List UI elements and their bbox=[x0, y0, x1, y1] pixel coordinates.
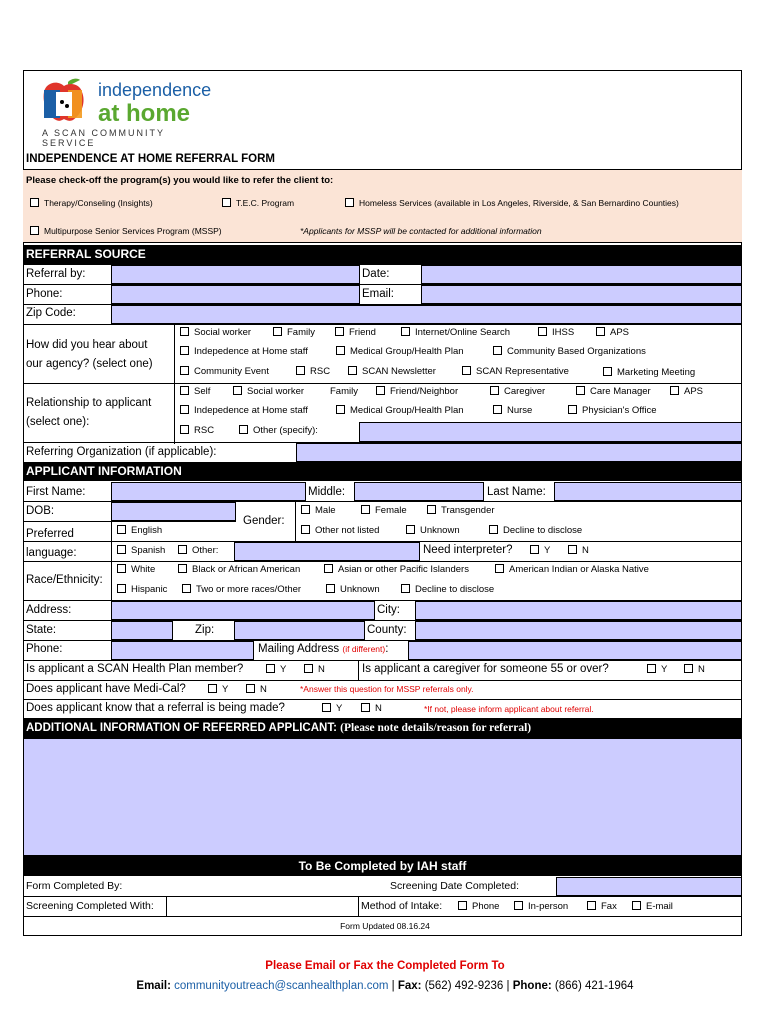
hear-medgroup[interactable]: Medical Group/Health Plan bbox=[336, 346, 464, 357]
checkbox[interactable] bbox=[117, 584, 126, 593]
checkbox[interactable] bbox=[401, 584, 410, 593]
race-hispanic[interactable]: Hispanic bbox=[117, 584, 167, 595]
interpreter-no[interactable]: N bbox=[568, 545, 589, 556]
zip-field[interactable] bbox=[111, 305, 742, 324]
lang-spanish[interactable]: Spanish bbox=[117, 545, 165, 556]
apple-logo-icon bbox=[38, 76, 94, 126]
checkbox[interactable] bbox=[632, 901, 641, 910]
phone-field[interactable] bbox=[111, 285, 360, 304]
county-label: County: bbox=[367, 624, 407, 636]
checkbox[interactable] bbox=[495, 564, 504, 573]
lang-other-field[interactable] bbox=[234, 542, 420, 561]
checkbox[interactable] bbox=[361, 505, 370, 514]
race-decline[interactable]: Decline to disclose bbox=[401, 584, 494, 595]
checkbox[interactable] bbox=[222, 198, 231, 207]
checkbox[interactable] bbox=[180, 425, 189, 434]
state-field[interactable] bbox=[111, 621, 173, 640]
program-therapy[interactable]: Therapy/Conseling (Insights) bbox=[30, 198, 153, 208]
program-mssp[interactable]: Multipurpose Senior Services Program (MSSP) bbox=[30, 226, 222, 236]
hear-ihss[interactable]: IHSS bbox=[538, 327, 574, 338]
checkbox[interactable] bbox=[246, 684, 255, 693]
email-field[interactable] bbox=[421, 285, 742, 304]
checkbox[interactable] bbox=[538, 327, 547, 336]
middle-field[interactable] bbox=[354, 482, 484, 501]
checkbox[interactable] bbox=[322, 703, 331, 712]
knows-label: Does applicant know that a referral is being made? bbox=[26, 702, 285, 714]
interpreter-yes[interactable]: Y bbox=[530, 545, 550, 556]
checkbox[interactable] bbox=[180, 405, 189, 414]
hear-rsc[interactable]: RSC bbox=[296, 366, 330, 377]
state-label: State: bbox=[26, 624, 57, 636]
hear-social-worker[interactable]: Social worker bbox=[180, 327, 251, 338]
screening-date-field[interactable] bbox=[556, 877, 742, 896]
scan-member-no[interactable]: N bbox=[304, 664, 325, 675]
knows-yes[interactable]: Y bbox=[322, 703, 342, 714]
scan-member-yes[interactable]: Y bbox=[266, 664, 286, 675]
footer-contact: Email: communityoutreach@scanhealthplan.com | Fax: (562) 492-9236 | Phone: (866) 421-1964 bbox=[136, 980, 634, 992]
logo-line2: at home bbox=[98, 100, 191, 127]
checkbox[interactable] bbox=[335, 327, 344, 336]
date-label: Date: bbox=[362, 268, 390, 280]
referral-source-header: REFERRAL SOURCE bbox=[23, 245, 742, 264]
checkbox[interactable] bbox=[296, 366, 305, 375]
rel-medgroup[interactable]: Medical Group/Health Plan bbox=[336, 405, 464, 416]
method-fax[interactable]: Fax bbox=[587, 901, 617, 912]
checkbox[interactable] bbox=[336, 346, 345, 355]
gender-label: Gender: bbox=[243, 515, 285, 527]
screening-date-label: Screening Date Completed: bbox=[390, 880, 519, 892]
zip-field-applicant[interactable] bbox=[234, 621, 365, 640]
race-label: Race/Ethnicity: bbox=[26, 574, 103, 586]
checkbox[interactable] bbox=[647, 664, 656, 673]
hear-aps[interactable]: APS bbox=[596, 327, 629, 338]
gender-other[interactable]: Other not listed bbox=[301, 525, 379, 536]
program-prompt: Please check-off the program(s) you would like to refer the client to: bbox=[26, 175, 334, 186]
logo-line1: independence bbox=[98, 80, 212, 100]
zip-label: Zip Code: bbox=[26, 307, 76, 319]
checkbox[interactable] bbox=[326, 584, 335, 593]
race-black[interactable]: Black or African American bbox=[178, 564, 300, 575]
checkbox[interactable] bbox=[117, 564, 126, 573]
checkbox[interactable] bbox=[406, 525, 415, 534]
medical-label: Does applicant have Medi-Cal? bbox=[26, 683, 186, 695]
referral-by-field[interactable] bbox=[111, 265, 360, 284]
hear-scan-rep[interactable]: SCAN Representative bbox=[462, 366, 569, 377]
caregiver-yes[interactable]: Y bbox=[647, 664, 667, 675]
staff-header: To Be Completed by IAH staff bbox=[23, 856, 742, 876]
checkbox[interactable] bbox=[180, 346, 189, 355]
checkbox[interactable] bbox=[587, 901, 596, 910]
race-two[interactable]: Two or more races/Other bbox=[182, 584, 301, 595]
additional-field[interactable] bbox=[23, 738, 742, 856]
logo bbox=[38, 76, 218, 148]
rel-other-field[interactable] bbox=[359, 422, 742, 442]
checkbox[interactable] bbox=[458, 901, 467, 910]
form-title: INDEPENDENCE AT HOME REFERRAL FORM bbox=[26, 153, 275, 165]
checkbox[interactable] bbox=[493, 346, 502, 355]
applicant-header: APPLICANT INFORMATION bbox=[23, 462, 742, 481]
checkbox[interactable] bbox=[684, 664, 693, 673]
checkbox[interactable] bbox=[30, 226, 39, 235]
checkbox[interactable] bbox=[348, 366, 357, 375]
method-email[interactable]: E-mail bbox=[632, 901, 673, 912]
address-field[interactable] bbox=[111, 601, 375, 620]
method-label: Method of Intake: bbox=[361, 900, 443, 912]
checkbox[interactable] bbox=[208, 684, 217, 693]
ref-org-field[interactable] bbox=[296, 443, 742, 462]
footer-email-link[interactable]: communityoutreach@scanhealthplan.com bbox=[174, 980, 389, 992]
hear-internet[interactable]: Internet/Online Search bbox=[401, 327, 510, 338]
checkbox[interactable] bbox=[345, 198, 354, 207]
hear-family[interactable]: Family bbox=[273, 327, 315, 338]
county-field[interactable] bbox=[415, 621, 742, 640]
hear-marketing[interactable]: Marketing Meeting bbox=[603, 367, 695, 378]
rel-friend[interactable]: Friend/Neighbor bbox=[376, 386, 458, 397]
first-name-field[interactable] bbox=[111, 482, 306, 501]
checkbox[interactable] bbox=[117, 545, 126, 554]
phone-label: Phone: bbox=[26, 288, 63, 300]
program-homeless[interactable]: Homeless Services (available in Los Angeles, Riverside, & San Bernardino Counties) bbox=[345, 198, 679, 208]
scan-member-label: Is applicant a SCAN Health Plan member? bbox=[26, 663, 244, 675]
rel-aps[interactable]: APS bbox=[670, 386, 703, 397]
mailing-field[interactable] bbox=[408, 641, 742, 660]
checkbox[interactable] bbox=[493, 405, 502, 414]
checkbox[interactable] bbox=[576, 386, 585, 395]
checkbox[interactable] bbox=[273, 327, 282, 336]
checkbox[interactable] bbox=[178, 564, 187, 573]
checkbox[interactable] bbox=[30, 198, 39, 207]
zip-label-applicant: Zip: bbox=[195, 624, 215, 636]
dob-field[interactable] bbox=[111, 502, 236, 521]
checkbox[interactable] bbox=[182, 584, 191, 593]
checkbox[interactable] bbox=[361, 703, 370, 712]
checkbox[interactable] bbox=[462, 366, 471, 375]
rel-other[interactable]: Other (specify): bbox=[239, 425, 318, 436]
medical-note: *Answer this question for MSSP referrals only. bbox=[300, 684, 474, 694]
ref-org-label: Referring Organization (if applicable): bbox=[26, 446, 217, 458]
caregiver-no[interactable]: N bbox=[684, 664, 705, 675]
checkbox[interactable] bbox=[180, 386, 189, 395]
checkbox[interactable] bbox=[568, 545, 577, 554]
applicant-phone-field[interactable] bbox=[111, 641, 254, 660]
caregiver-label: Is applicant a caregiver for someone 55 or over? bbox=[362, 663, 609, 675]
gender-female[interactable]: Female bbox=[361, 505, 407, 516]
checkbox[interactable] bbox=[401, 327, 410, 336]
race-unknown[interactable]: Unknown bbox=[326, 584, 380, 595]
city-label: City: bbox=[377, 604, 400, 616]
gender-male[interactable]: Male bbox=[301, 505, 336, 516]
checkbox[interactable] bbox=[514, 901, 523, 910]
knows-no[interactable]: N bbox=[361, 703, 382, 714]
rel-social-worker[interactable]: Social worker bbox=[233, 386, 304, 397]
checkbox[interactable] bbox=[336, 405, 345, 414]
checkbox[interactable] bbox=[178, 545, 187, 554]
dob-label: DOB: bbox=[26, 505, 55, 517]
middle-label: Middle: bbox=[308, 486, 346, 498]
address-label: Address: bbox=[26, 604, 72, 616]
completed-by-label: Form Completed By: bbox=[26, 880, 123, 892]
checkbox[interactable] bbox=[490, 386, 499, 395]
hear-cbo[interactable]: Community Based Organizations bbox=[493, 346, 646, 357]
hear-friend[interactable]: Friend bbox=[335, 327, 376, 338]
checkbox[interactable] bbox=[180, 327, 189, 336]
screening-with-label: Screening Completed With: bbox=[26, 900, 154, 912]
rel-caregiver[interactable]: Caregiver bbox=[490, 386, 545, 397]
checkbox[interactable] bbox=[603, 367, 612, 376]
race-amind[interactable]: American Indian or Alaska Native bbox=[495, 564, 649, 575]
rel-iah-staff[interactable]: Indepedence at Home staff bbox=[180, 405, 308, 416]
rel-family[interactable]: Family bbox=[330, 386, 358, 397]
rel-rsc[interactable]: RSC bbox=[180, 425, 214, 436]
date-field[interactable] bbox=[421, 265, 742, 284]
referral-by-label: Referral by: bbox=[26, 268, 86, 280]
race-asian[interactable]: Asian or other Pacific Islanders bbox=[324, 564, 469, 575]
rel-self[interactable]: Self bbox=[180, 386, 210, 397]
logo-tagline: A SCAN COMMUNITY SERVICE bbox=[42, 128, 165, 148]
medical-yes[interactable]: Y bbox=[208, 684, 228, 695]
form-updated: Form Updated 08.16.24 bbox=[340, 921, 430, 931]
checkbox[interactable] bbox=[376, 386, 385, 395]
gender-transgender[interactable]: Transgender bbox=[427, 505, 495, 516]
program-tec[interactable]: T.E.C. Program bbox=[222, 198, 294, 208]
last-name-label: Last Name: bbox=[487, 486, 546, 498]
checkbox[interactable] bbox=[427, 505, 436, 514]
medical-no[interactable]: N bbox=[246, 684, 267, 695]
checkbox[interactable] bbox=[596, 327, 605, 336]
checkbox[interactable] bbox=[266, 664, 275, 673]
lang-other[interactable]: Other: bbox=[178, 545, 218, 556]
checkbox[interactable] bbox=[324, 564, 333, 573]
rel-care-manager[interactable]: Care Manager bbox=[576, 386, 651, 397]
rel-nurse[interactable]: Nurse bbox=[493, 405, 532, 416]
gender-decline[interactable]: Decline to disclose bbox=[489, 525, 582, 536]
additional-header: ADDITIONAL INFORMATION OF REFERRED APPLICANT: (Please note details/reason for referral) bbox=[23, 718, 742, 738]
checkbox[interactable] bbox=[304, 664, 313, 673]
hear-newsletter[interactable]: SCAN Newsletter bbox=[348, 366, 436, 377]
checkbox[interactable] bbox=[670, 386, 679, 395]
knows-note: *If not, please inform applicant about referral. bbox=[424, 704, 594, 714]
method-inperson[interactable]: In-person bbox=[514, 901, 568, 912]
checkbox[interactable] bbox=[239, 425, 248, 434]
interpreter-label: Need interpreter? bbox=[423, 544, 513, 556]
mssp-note: *Applicants for MSSP will be contacted for additional information bbox=[300, 226, 542, 236]
mailing-label: Mailing Address (if different): bbox=[258, 643, 389, 655]
checkbox[interactable] bbox=[301, 505, 310, 514]
preferred-language-label: Preferred language: bbox=[26, 528, 77, 559]
rel-physician[interactable]: Physician's Office bbox=[568, 405, 657, 416]
last-name-field[interactable] bbox=[554, 482, 742, 501]
city-field[interactable] bbox=[415, 601, 742, 620]
hear-question: How did you hear about our agency? (select one) bbox=[26, 339, 153, 370]
method-phone[interactable]: Phone bbox=[458, 901, 499, 912]
checkbox[interactable] bbox=[568, 405, 577, 414]
checkbox[interactable] bbox=[489, 525, 498, 534]
first-name-label: First Name: bbox=[26, 486, 86, 498]
hear-event[interactable]: Community Event bbox=[180, 366, 269, 377]
lang-english[interactable]: English bbox=[117, 525, 162, 536]
checkbox[interactable] bbox=[233, 386, 242, 395]
checkbox[interactable] bbox=[301, 525, 310, 534]
race-white[interactable]: White bbox=[117, 564, 155, 575]
footer-line1: Please Email or Fax the Completed Form To bbox=[265, 960, 505, 972]
relationship-question: Relationship to applicant (select one): bbox=[26, 397, 152, 428]
gender-unknown[interactable]: Unknown bbox=[406, 525, 460, 536]
checkbox[interactable] bbox=[530, 545, 539, 554]
applicant-phone-label: Phone: bbox=[26, 643, 63, 655]
checkbox[interactable] bbox=[117, 525, 126, 534]
hear-iah-staff[interactable]: Indepedence at Home staff bbox=[180, 346, 308, 357]
checkbox[interactable] bbox=[180, 366, 189, 375]
email-label: Email: bbox=[362, 288, 394, 300]
